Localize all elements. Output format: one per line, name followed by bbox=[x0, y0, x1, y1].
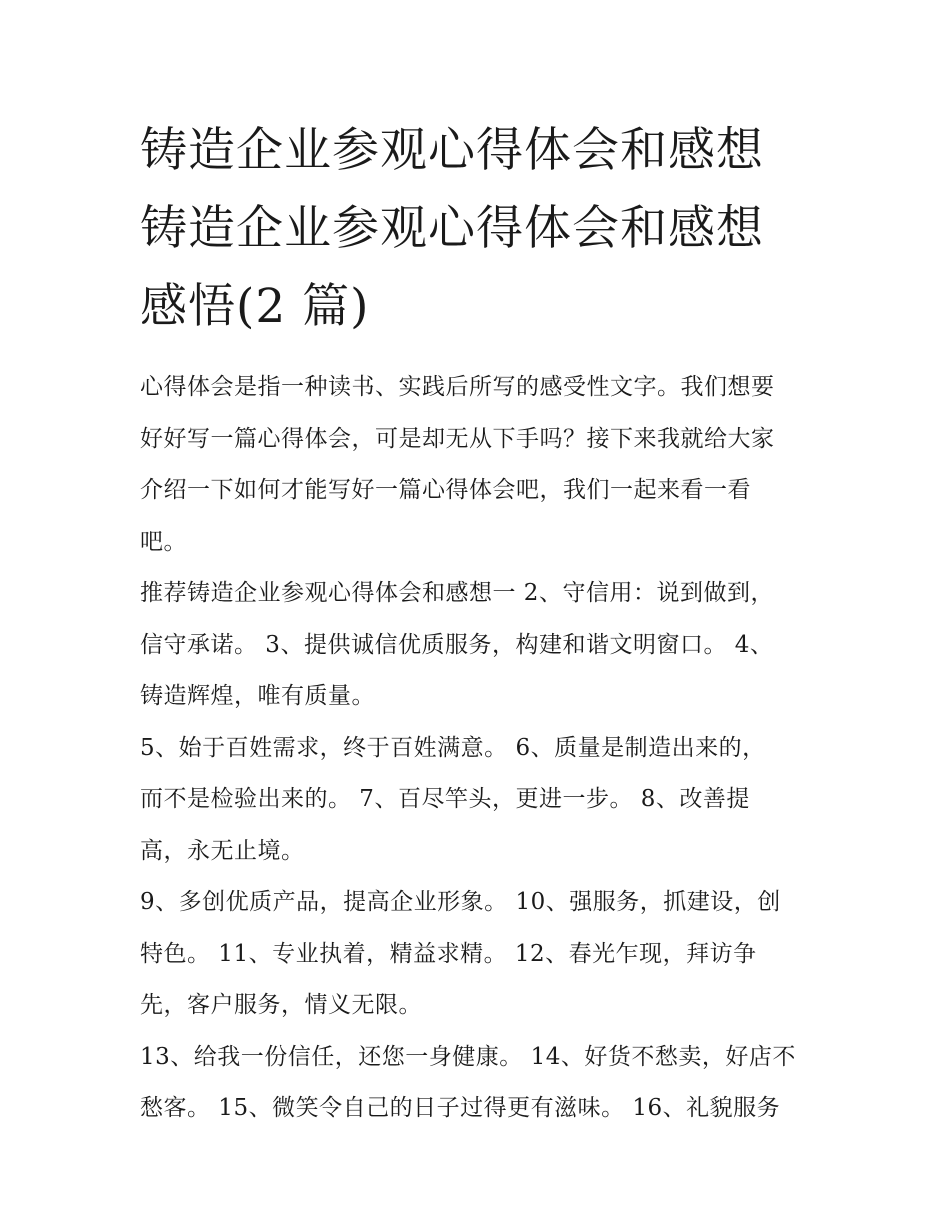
text-line: 高，永无止境。 bbox=[140, 837, 305, 864]
text-line: 信守承诺。 3、提供诚信优质服务，构建和谐文明窗口。 4、 bbox=[140, 631, 774, 658]
text-line: 先，客户服务，情义无限。 bbox=[140, 992, 422, 1018]
title-line-3: 感悟(2 篇) bbox=[140, 279, 370, 334]
title-line-2: 铸造企业参观心得体会和感想 bbox=[140, 201, 764, 256]
text-line: 5、始于百姓需求，终于百姓满意。 6、质量是制造出来的， bbox=[140, 734, 766, 761]
text-line: 心得体会是指一种读书、实践后所写的感受性文字。我们想要 bbox=[140, 374, 775, 400]
text-line: 9、多创优质产品，提高企业形象。 10、强服务，抓建设，创 bbox=[140, 889, 781, 915]
text-line: 特色。 11、专业执着，精益求精。 12、春光乍现，拜访争 bbox=[140, 940, 757, 967]
text-line: 好好写一篇心得体会，可是却无从下手吗？接下来我就给大家 bbox=[140, 425, 775, 452]
text-line: 推荐铸造企业参观心得体会和感想一 2、守信用：说到做到， bbox=[140, 580, 774, 606]
text-line: 介绍一下如何才能写好一篇心得体会吧，我们一起来看一看 bbox=[140, 477, 751, 503]
text-line: 而不是检验出来的。 7、百尽竿头，更进一步。 8、改善提 bbox=[140, 786, 750, 812]
paragraph-slogans-4 bbox=[140, 1032, 820, 1135]
paragraph-slogans-1 bbox=[140, 568, 820, 723]
text-line: 愁客。 15、微笑令自己的日子过得更有滋味。 16、礼貌服务 bbox=[140, 1095, 781, 1121]
paragraph-slogans-2 bbox=[140, 723, 820, 878]
document-page bbox=[140, 112, 820, 1135]
text-line: 吧。 bbox=[140, 528, 187, 555]
text-line: 铸造辉煌，唯有质量。 bbox=[140, 683, 375, 709]
title-line-1: 铸造企业参观心得体会和感想 bbox=[140, 123, 764, 178]
paragraph-slogans-3 bbox=[140, 877, 820, 1032]
document-title bbox=[140, 112, 820, 346]
text-line: 13、给我一份信任，还您一身健康。 14、好货不愁卖，好店不 bbox=[140, 1043, 796, 1070]
document-body bbox=[140, 362, 820, 1135]
paragraph-intro bbox=[140, 362, 820, 568]
